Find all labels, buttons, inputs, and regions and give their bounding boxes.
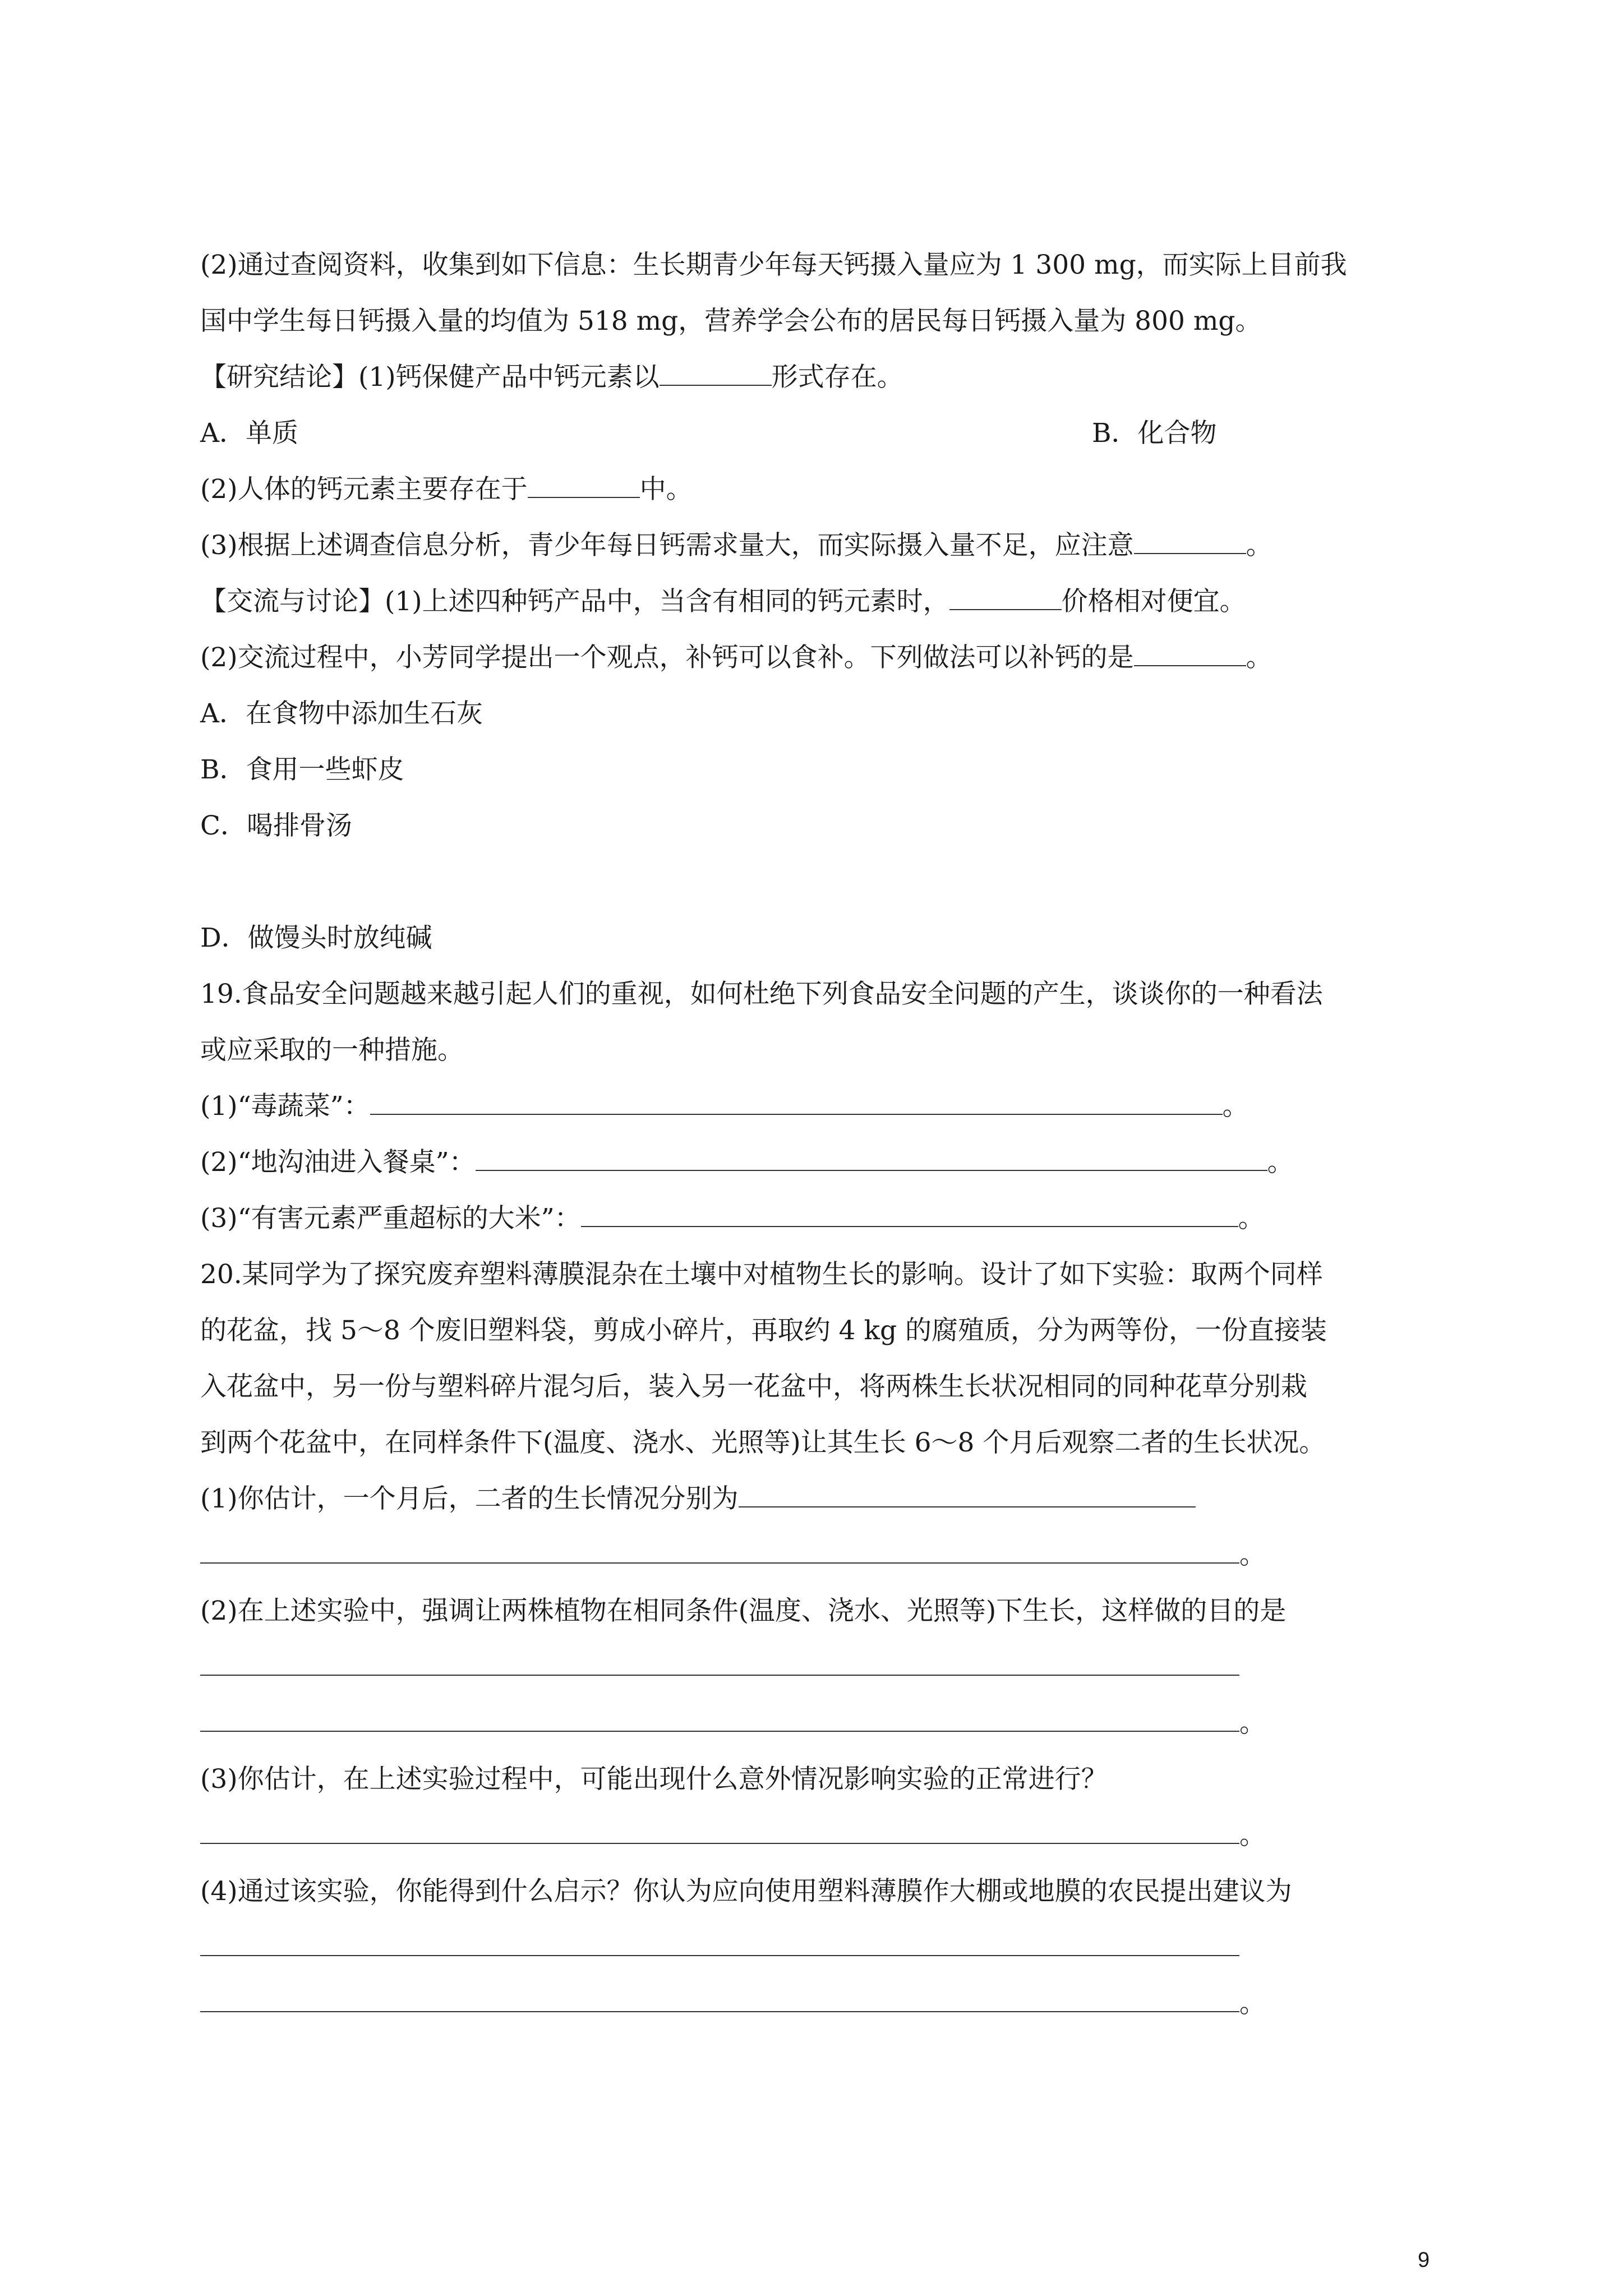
q20-item-2: (2)在上述实验中，强调让两株植物在相同条件(温度、浇水、光照等)下生长，这样做的目的是 bbox=[200, 1596, 1287, 1626]
answer-blank[interactable] bbox=[200, 1989, 1239, 2012]
answer-blank[interactable] bbox=[200, 1540, 1239, 1564]
q19-item-1: (1)“毒蔬菜”： 。 bbox=[200, 1091, 1249, 1122]
answer-blank[interactable] bbox=[200, 1652, 1239, 1676]
text-line: 国中学生每日钙摄入量的均值为 518 mg，营养学会公布的居民每日钙摄入量为 800 mg。 bbox=[200, 306, 1262, 336]
text-line: 。 bbox=[200, 1987, 1456, 2021]
conclusion-q1: 【研究结论】(1)钙保健产品中钙元素以 形式存在。 bbox=[200, 362, 903, 393]
answer-blank[interactable] bbox=[200, 1933, 1239, 1956]
answer-blank[interactable] bbox=[200, 1708, 1239, 1732]
answer-blank[interactable] bbox=[949, 587, 1062, 610]
text-line: 的花盆，找 5～8 个废旧塑料袋，剪成小碎片，再取约 4 kg 的腐殖质，分为两等份，一份直接装 bbox=[200, 1315, 1327, 1346]
discussion-q2: (2)交流过程中，小芳同学提出一个观点，补钙可以食补。下列做法可以补钙的是 。 bbox=[200, 642, 1272, 673]
text-line: 。 bbox=[200, 1538, 1456, 1572]
option-a: A．单质 bbox=[200, 418, 298, 449]
answer-blank[interactable] bbox=[370, 1091, 1223, 1115]
text-line: 到两个花盆中，在同样条件下(温度、浇水、光照等)让其生长 6～8 个月后观察二者的生长状况。 bbox=[200, 1427, 1326, 1458]
q20-item-4: (4)通过该实验，你能得到什么启示？你认为应向使用塑料薄膜作大棚或地膜的农民提出建议为 bbox=[200, 1876, 1292, 1907]
page-number: 9 bbox=[1418, 2248, 1430, 2272]
answer-blank[interactable] bbox=[528, 474, 640, 498]
answer-blank[interactable] bbox=[200, 1820, 1239, 1844]
question-19: 19.食品安全问题越来越引起人们的重视，如何杜绝下列食品安全问题的产生，谈谈你的一种看法 bbox=[200, 979, 1323, 1009]
answer-blank[interactable] bbox=[739, 1484, 1196, 1507]
q19-item-3: (3)“有害元素严重超标的大米”： 。 bbox=[200, 1203, 1265, 1234]
text-line: 。 bbox=[200, 1707, 1456, 1740]
q20-item-3: (3)你估计，在上述实验过程中，可能出现什么意外情况影响实验的正常进行？ bbox=[200, 1764, 1108, 1795]
text-line: (2)通过查阅资料，收集到如下信息：生长期青少年每天钙摄入量应为 1 300 mg，而实际上目前我 bbox=[200, 250, 1347, 280]
answer-blank[interactable] bbox=[660, 362, 772, 386]
answer-blank[interactable] bbox=[581, 1204, 1238, 1227]
q20-item-1: (1)你估计，一个月后，二者的生长情况分别为 bbox=[200, 1482, 1456, 1516]
option-c: C．喝排骨汤 bbox=[200, 810, 352, 841]
text-line: 入花盆中，另一份与塑料碎片混匀后，装入另一花盆中，将两株生长状况相同的同种花草分别栽 bbox=[200, 1371, 1307, 1402]
options-row bbox=[200, 417, 1456, 450]
question-20: 20.某同学为了探究废弃塑料薄膜混杂在土壤中对植物生长的影响。设计了如下实验：取两个同样 bbox=[200, 1259, 1323, 1290]
text-line bbox=[200, 1650, 1456, 1684]
option-b: B．化合物 bbox=[1092, 418, 1217, 449]
option-b: B．食用一些虾皮 bbox=[200, 754, 404, 785]
conclusion-q2: (2)人体的钙元素主要存在于 中。 bbox=[200, 474, 693, 505]
text-line bbox=[200, 1931, 1456, 1965]
answer-blank[interactable] bbox=[476, 1147, 1267, 1171]
option-d: D．做馒头时放纯碱 bbox=[200, 923, 432, 953]
text-line: 或应采取的一种措施。 bbox=[200, 1035, 464, 1066]
answer-blank[interactable] bbox=[1134, 643, 1246, 666]
discussion-q1: 【交流与讨论】(1)上述四种钙产品中，当含有相同的钙元素时， 价格相对便宜。 bbox=[200, 586, 1246, 617]
conclusion-q3: (3)根据上述调查信息分析，青少年每日钙需求量大，而实际摄入量不足，应注意 。 bbox=[200, 530, 1272, 561]
q19-item-2: (2)“地沟油进入餐桌”： 。 bbox=[200, 1147, 1294, 1178]
text-line: 。 bbox=[200, 1819, 1456, 1852]
answer-blank[interactable] bbox=[1134, 531, 1246, 554]
option-a: A．在食物中添加生石灰 bbox=[200, 698, 483, 729]
